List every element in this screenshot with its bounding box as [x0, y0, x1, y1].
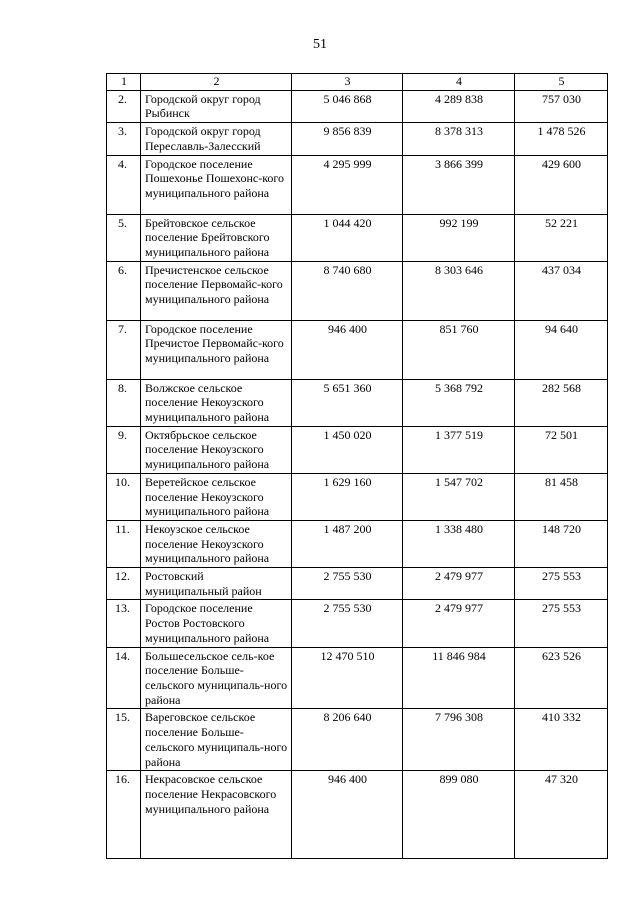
row-value-col4-cell: 3 866 399	[403, 155, 515, 214]
row-number-cell: 14.	[107, 647, 141, 709]
row-value-col3-cell: 5 651 360	[292, 379, 403, 426]
row-value-col5-cell: 94 640	[515, 320, 608, 379]
row-number-cell: 15.	[107, 709, 141, 771]
row-value-col3-cell: 12 470 510	[292, 647, 403, 709]
row-name-cell: Большесельское сель-кое поселение Больше-сельского муниципаль-ного района	[141, 647, 292, 709]
row-name-cell: Волжское сельское поселение Некоузского муниципального района	[141, 379, 292, 426]
row-value-col5-cell: 623 526	[515, 647, 608, 709]
row-number-cell: 3.	[107, 123, 141, 155]
table-row	[107, 90, 608, 122]
row-value-col4-cell: 1 547 702	[403, 473, 515, 520]
row-value-col5-cell: 757 030	[515, 90, 608, 122]
table-row	[107, 600, 608, 647]
table-row	[107, 379, 608, 426]
row-name-cell: Городской округ город Рыбинск	[141, 90, 292, 122]
row-value-col4-cell: 2 479 977	[403, 600, 515, 647]
row-value-col3-cell: 8 740 680	[292, 261, 403, 320]
row-value-col4-cell: 7 796 308	[403, 709, 515, 771]
table-row	[107, 426, 608, 473]
row-value-col5-cell: 52 221	[515, 214, 608, 261]
row-number-cell: 12.	[107, 568, 141, 600]
row-number-cell: 10.	[107, 473, 141, 520]
table-row	[107, 520, 608, 567]
table-row	[107, 647, 608, 709]
row-value-col3-cell: 1 487 200	[292, 520, 403, 567]
row-value-col4-cell: 8 303 646	[403, 261, 515, 320]
row-number-cell: 7.	[107, 320, 141, 379]
row-value-col3-cell: 1 450 020	[292, 426, 403, 473]
row-name-cell: Некрасовское сельское поселение Некрасовского муниципального района	[141, 771, 292, 859]
header-cell-4: 4	[403, 74, 515, 91]
row-name-cell: Городской округ город Переславль-Залесский	[141, 123, 292, 155]
row-value-col4-cell: 8 378 313	[403, 123, 515, 155]
row-name-cell: Веретейское сельское поселение Некоузского муниципального района	[141, 473, 292, 520]
table-row	[107, 771, 608, 859]
row-number-cell: 5.	[107, 214, 141, 261]
row-value-col3-cell: 2 755 530	[292, 568, 403, 600]
row-value-col5-cell: 47 320	[515, 771, 608, 859]
row-name-cell: Пречистенское сельское поселение Первомайс-кого муниципального района	[141, 261, 292, 320]
row-value-col4-cell: 11 846 984	[403, 647, 515, 709]
row-name-cell: Вареговское сельское поселение Больше-сельского муниципаль-ного района	[141, 709, 292, 771]
row-name-cell: Городское поселение Пречистое Первомайс-кого муниципального района	[141, 320, 292, 379]
row-value-col4-cell: 899 080	[403, 771, 515, 859]
table-row	[107, 568, 608, 600]
row-value-col3-cell: 4 295 999	[292, 155, 403, 214]
row-value-col3-cell: 1 629 160	[292, 473, 403, 520]
row-value-col3-cell: 8 206 640	[292, 709, 403, 771]
row-value-col3-cell: 946 400	[292, 771, 403, 859]
row-number-cell: 16.	[107, 771, 141, 859]
table-row	[107, 261, 608, 320]
data-table	[106, 73, 608, 859]
row-value-col4-cell: 851 760	[403, 320, 515, 379]
row-name-cell: Некоузское сельское поселение Некоузского муниципального района	[141, 520, 292, 567]
row-number-cell: 9.	[107, 426, 141, 473]
row-value-col3-cell: 1 044 420	[292, 214, 403, 261]
row-number-cell: 4.	[107, 155, 141, 214]
row-value-col3-cell: 5 046 868	[292, 90, 403, 122]
row-value-col5-cell: 72 501	[515, 426, 608, 473]
row-number-cell: 11.	[107, 520, 141, 567]
row-value-col5-cell: 275 553	[515, 600, 608, 647]
row-value-col3-cell: 9 856 839	[292, 123, 403, 155]
row-value-col3-cell: 2 755 530	[292, 600, 403, 647]
table-row	[107, 709, 608, 771]
row-number-cell: 6.	[107, 261, 141, 320]
row-value-col4-cell: 1 377 519	[403, 426, 515, 473]
table-row	[107, 214, 608, 261]
row-value-col5-cell: 282 568	[515, 379, 608, 426]
table-header-row	[107, 74, 608, 91]
row-value-col4-cell: 4 289 838	[403, 90, 515, 122]
header-cell-1: 1	[107, 74, 141, 91]
row-name-cell: Ростовский муниципальный район	[141, 568, 292, 600]
row-value-col5-cell: 275 553	[515, 568, 608, 600]
row-value-col5-cell: 81 458	[515, 473, 608, 520]
row-value-col4-cell: 5 368 792	[403, 379, 515, 426]
table-row	[107, 473, 608, 520]
row-value-col4-cell: 2 479 977	[403, 568, 515, 600]
row-value-col5-cell: 1 478 526	[515, 123, 608, 155]
row-number-cell: 2.	[107, 90, 141, 122]
row-value-col5-cell: 437 034	[515, 261, 608, 320]
table-row	[107, 320, 608, 379]
row-name-cell: Октябрьское сельское поселение Некоузского муниципального района	[141, 426, 292, 473]
row-value-col5-cell: 410 332	[515, 709, 608, 771]
row-number-cell: 13.	[107, 600, 141, 647]
page-number: 51	[313, 37, 327, 52]
row-value-col5-cell: 429 600	[515, 155, 608, 214]
header-cell-5: 5	[515, 74, 608, 91]
table-row	[107, 155, 608, 214]
table-row	[107, 123, 608, 155]
row-name-cell: Городское поселение Ростов Ростовского муниципального района	[141, 600, 292, 647]
row-value-col5-cell: 148 720	[515, 520, 608, 567]
row-value-col4-cell: 1 338 480	[403, 520, 515, 567]
row-value-col3-cell: 946 400	[292, 320, 403, 379]
row-value-col4-cell: 992 199	[403, 214, 515, 261]
row-name-cell: Городское поселение Пошехонье Пошехонс-кого муниципального района	[141, 155, 292, 214]
header-cell-3: 3	[292, 74, 403, 91]
row-name-cell: Брейтовское сельское поселение Брейтовского муниципального района	[141, 214, 292, 261]
row-number-cell: 8.	[107, 379, 141, 426]
header-cell-2: 2	[141, 74, 292, 91]
